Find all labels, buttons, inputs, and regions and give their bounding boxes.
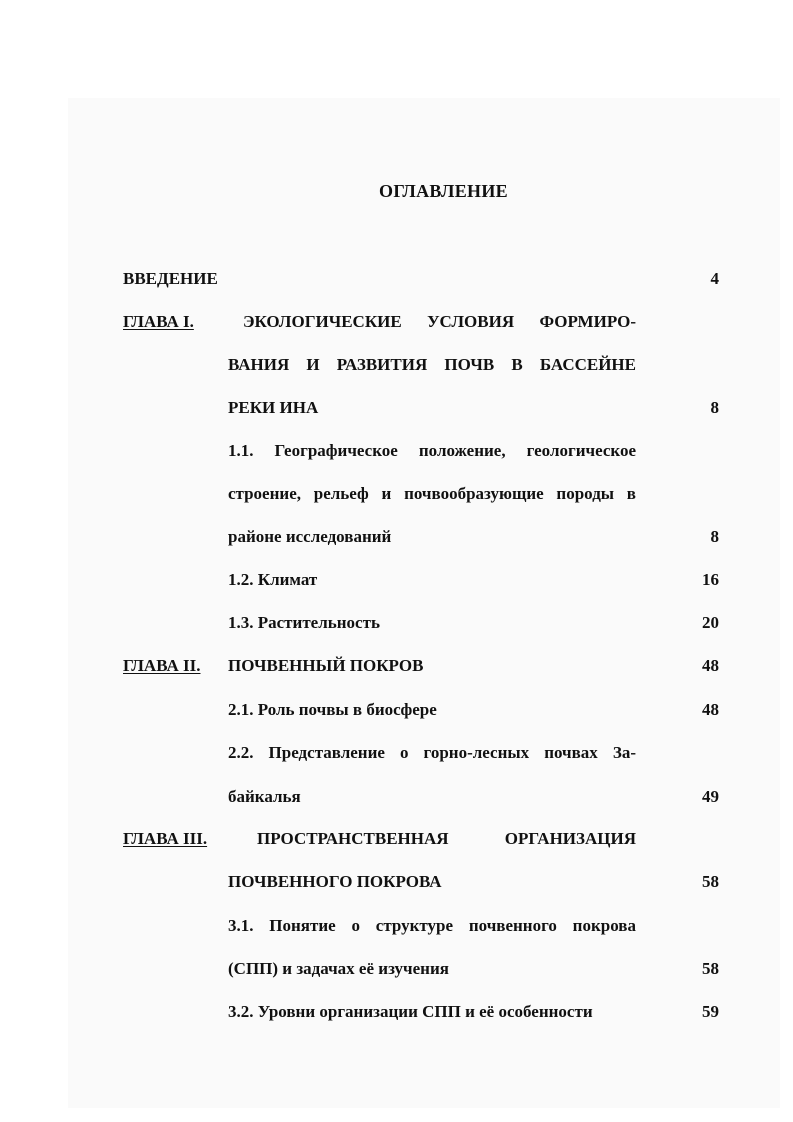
toc-section-3-1-line1: 3.1. Понятие о структуре почвенного покрова — [228, 916, 636, 935]
toc-chapter1-label: ГЛАВА I. — [123, 312, 194, 331]
toc-section-1-1-line1: 1.1. Географическое положение, геологическое — [228, 441, 636, 460]
toc-chapter3-title-line2: ПОЧВЕННОГО ПОКРОВА — [228, 872, 442, 891]
toc-section-3-2: 3.2. Уровни организации СПП и её особенности — [228, 1002, 593, 1021]
toc-section-1-3: 1.3. Растительность — [228, 613, 380, 632]
toc-section-3-2-page: 59 — [702, 1002, 719, 1021]
toc-section-2-2-line2: байкалья — [228, 787, 301, 806]
toc-chapter3-title-line1: ПРОСТРАНСТВЕННАЯ ОРГАНИЗАЦИЯ — [257, 829, 636, 848]
toc-section-2-2-line1: 2.2. Представление о горно-лесных почвах За- — [228, 743, 636, 762]
toc-chapter1-page: 8 — [710, 398, 719, 417]
toc-section-1-2-page: 16 — [702, 570, 719, 589]
toc-chapter1-title-line1: ЭКОЛОГИЧЕСКИЕ УСЛОВИЯ ФОРМИРО- — [243, 312, 636, 331]
toc-chapter2-label: ГЛАВА II. — [123, 656, 201, 675]
toc-intro-page: 4 — [710, 269, 719, 288]
toc-section-2-2-page: 49 — [702, 787, 719, 806]
toc-section-3-1-page: 58 — [702, 959, 719, 978]
toc-chapter2-title: ПОЧВЕННЫЙ ПОКРОВ — [228, 656, 424, 675]
toc-chapter1-title-line2: ВАНИЯ И РАЗВИТИЯ ПОЧВ В БАССЕЙНЕ — [228, 355, 636, 374]
toc-section-1-3-page: 20 — [702, 613, 719, 632]
toc-section-1-1-line3: районе исследований — [228, 527, 392, 546]
toc-section-3-1-line2: (СПП) и задачах её изучения — [228, 959, 449, 978]
toc-intro-label: ВВЕДЕНИЕ — [123, 269, 218, 288]
toc-section-1-2: 1.2. Климат — [228, 570, 318, 589]
page-title: ОГЛАВЛЕНИЕ — [379, 181, 508, 201]
toc-section-2-1-page: 48 — [702, 700, 719, 719]
toc-chapter3-page: 58 — [702, 872, 719, 891]
toc-section-1-1-page: 8 — [710, 527, 719, 546]
toc-section-2-1: 2.1. Роль почвы в биосфере — [228, 700, 437, 719]
toc-chapter1-title-line3: РЕКИ ИНА — [228, 398, 319, 417]
toc-chapter2-page: 48 — [702, 656, 719, 675]
toc-chapter3-label: ГЛАВА III. — [123, 829, 208, 848]
toc-section-1-1-line2: строение, рельеф и почвообразующие породы в — [228, 484, 636, 503]
page-sheet — [68, 98, 780, 1108]
